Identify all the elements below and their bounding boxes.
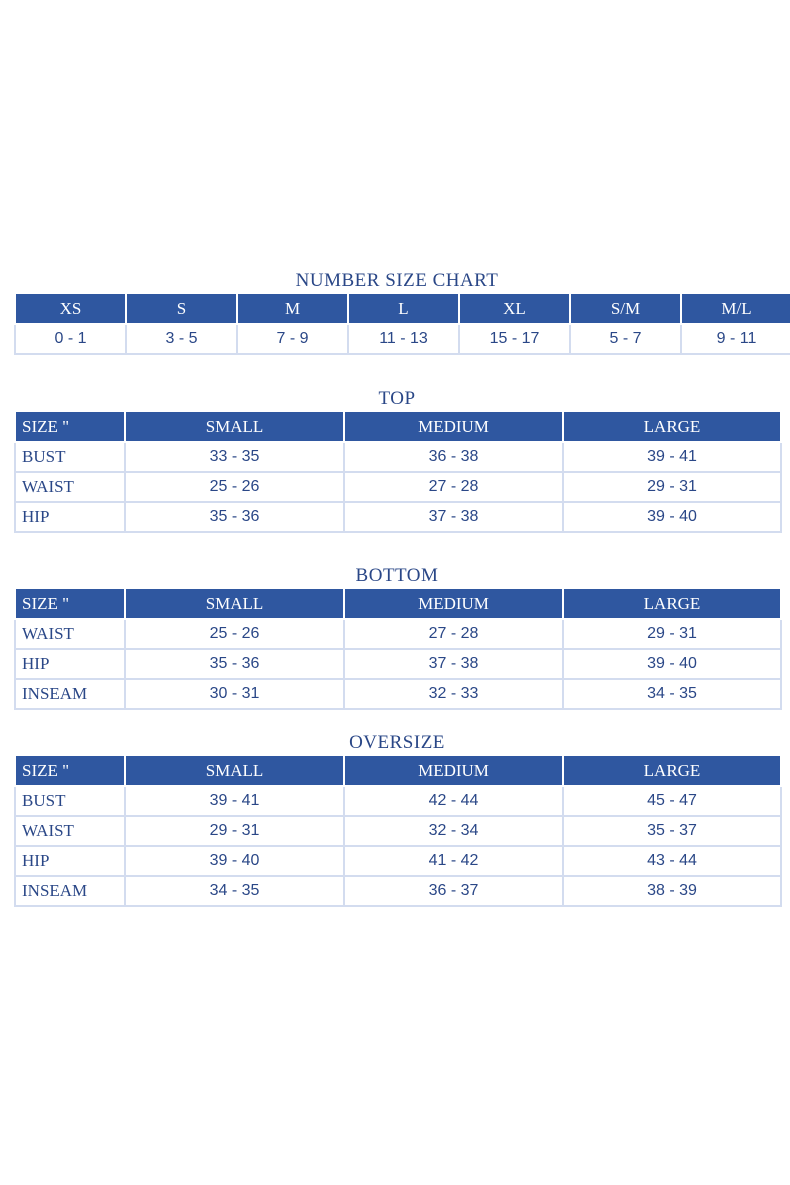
value-cell: 15 - 17 (459, 324, 570, 354)
row-label: HIP (15, 502, 125, 532)
value-cell: 29 - 31 (563, 619, 781, 649)
oversize-table (14, 756, 782, 907)
table-row (15, 679, 781, 709)
header-cell-ml: M/L (681, 294, 790, 324)
number-size-chart-section (14, 268, 780, 355)
value-cell: 42 - 44 (344, 786, 563, 816)
row-label: HIP (15, 649, 125, 679)
header-cell-medium: MEDIUM (344, 589, 563, 619)
value-cell: 3 - 5 (126, 324, 237, 354)
header-cell-size: SIZE " (15, 412, 125, 442)
header-cell-small: SMALL (125, 756, 344, 786)
value-cell: 39 - 41 (563, 442, 781, 472)
bottom-section (14, 563, 780, 710)
table-header-row (15, 294, 790, 324)
table-row (15, 816, 781, 846)
row-label: BUST (15, 786, 125, 816)
top-section (14, 386, 780, 533)
value-cell: 34 - 35 (563, 679, 781, 709)
value-cell: 7 - 9 (237, 324, 348, 354)
value-cell: 43 - 44 (563, 846, 781, 876)
header-cell-small: SMALL (125, 589, 344, 619)
table-row (15, 442, 781, 472)
row-label: INSEAM (15, 679, 125, 709)
header-cell-small: SMALL (125, 412, 344, 442)
top-table (14, 412, 782, 533)
header-cell-medium: MEDIUM (344, 756, 563, 786)
value-cell: 45 - 47 (563, 786, 781, 816)
value-cell: 25 - 26 (125, 619, 344, 649)
header-cell-size: SIZE " (15, 756, 125, 786)
table-row (15, 324, 790, 354)
header-cell-sm: S/M (570, 294, 681, 324)
value-cell: 5 - 7 (570, 324, 681, 354)
table-row (15, 846, 781, 876)
row-label: WAIST (15, 816, 125, 846)
header-cell-l: L (348, 294, 459, 324)
oversize-title: OVERSIZE (349, 732, 445, 753)
value-cell: 33 - 35 (125, 442, 344, 472)
oversize-section (14, 730, 780, 907)
header-cell-medium: MEDIUM (344, 412, 563, 442)
table-row (15, 619, 781, 649)
header-cell-xs: XS (15, 294, 126, 324)
bottom-table (14, 589, 782, 710)
value-cell: 9 - 11 (681, 324, 790, 354)
top-title: TOP (378, 388, 416, 409)
row-label: HIP (15, 846, 125, 876)
value-cell: 27 - 28 (344, 472, 563, 502)
value-cell: 35 - 37 (563, 816, 781, 846)
header-cell-large: LARGE (563, 756, 781, 786)
table-row (15, 472, 781, 502)
table-row (15, 502, 781, 532)
value-cell: 29 - 31 (563, 472, 781, 502)
row-label: BUST (15, 442, 125, 472)
row-label: WAIST (15, 472, 125, 502)
table-row (15, 649, 781, 679)
row-label: WAIST (15, 619, 125, 649)
value-cell: 39 - 41 (125, 786, 344, 816)
value-cell: 39 - 40 (563, 502, 781, 532)
table-header-row (15, 589, 781, 619)
value-cell: 11 - 13 (348, 324, 459, 354)
value-cell: 27 - 28 (344, 619, 563, 649)
table-header-row (15, 756, 781, 786)
header-cell-xl: XL (459, 294, 570, 324)
value-cell: 35 - 36 (125, 502, 344, 532)
value-cell: 0 - 1 (15, 324, 126, 354)
value-cell: 25 - 26 (125, 472, 344, 502)
table-header-row (15, 412, 781, 442)
value-cell: 29 - 31 (125, 816, 344, 846)
number-size-chart-table (14, 294, 790, 355)
value-cell: 41 - 42 (344, 846, 563, 876)
value-cell: 39 - 40 (563, 649, 781, 679)
table-row (15, 876, 781, 906)
value-cell: 34 - 35 (125, 876, 344, 906)
bottom-title: BOTTOM (355, 565, 439, 586)
header-cell-large: LARGE (563, 589, 781, 619)
value-cell: 32 - 33 (344, 679, 563, 709)
value-cell: 36 - 38 (344, 442, 563, 472)
value-cell: 37 - 38 (344, 649, 563, 679)
header-cell-s: S (126, 294, 237, 324)
header-cell-size: SIZE " (15, 589, 125, 619)
header-cell-m: M (237, 294, 348, 324)
header-cell-large: LARGE (563, 412, 781, 442)
value-cell: 38 - 39 (563, 876, 781, 906)
row-label: INSEAM (15, 876, 125, 906)
value-cell: 36 - 37 (344, 876, 563, 906)
value-cell: 30 - 31 (125, 679, 344, 709)
value-cell: 35 - 36 (125, 649, 344, 679)
value-cell: 37 - 38 (344, 502, 563, 532)
number-size-chart-title: NUMBER SIZE CHART (295, 270, 499, 291)
table-row (15, 786, 781, 816)
value-cell: 32 - 34 (344, 816, 563, 846)
value-cell: 39 - 40 (125, 846, 344, 876)
